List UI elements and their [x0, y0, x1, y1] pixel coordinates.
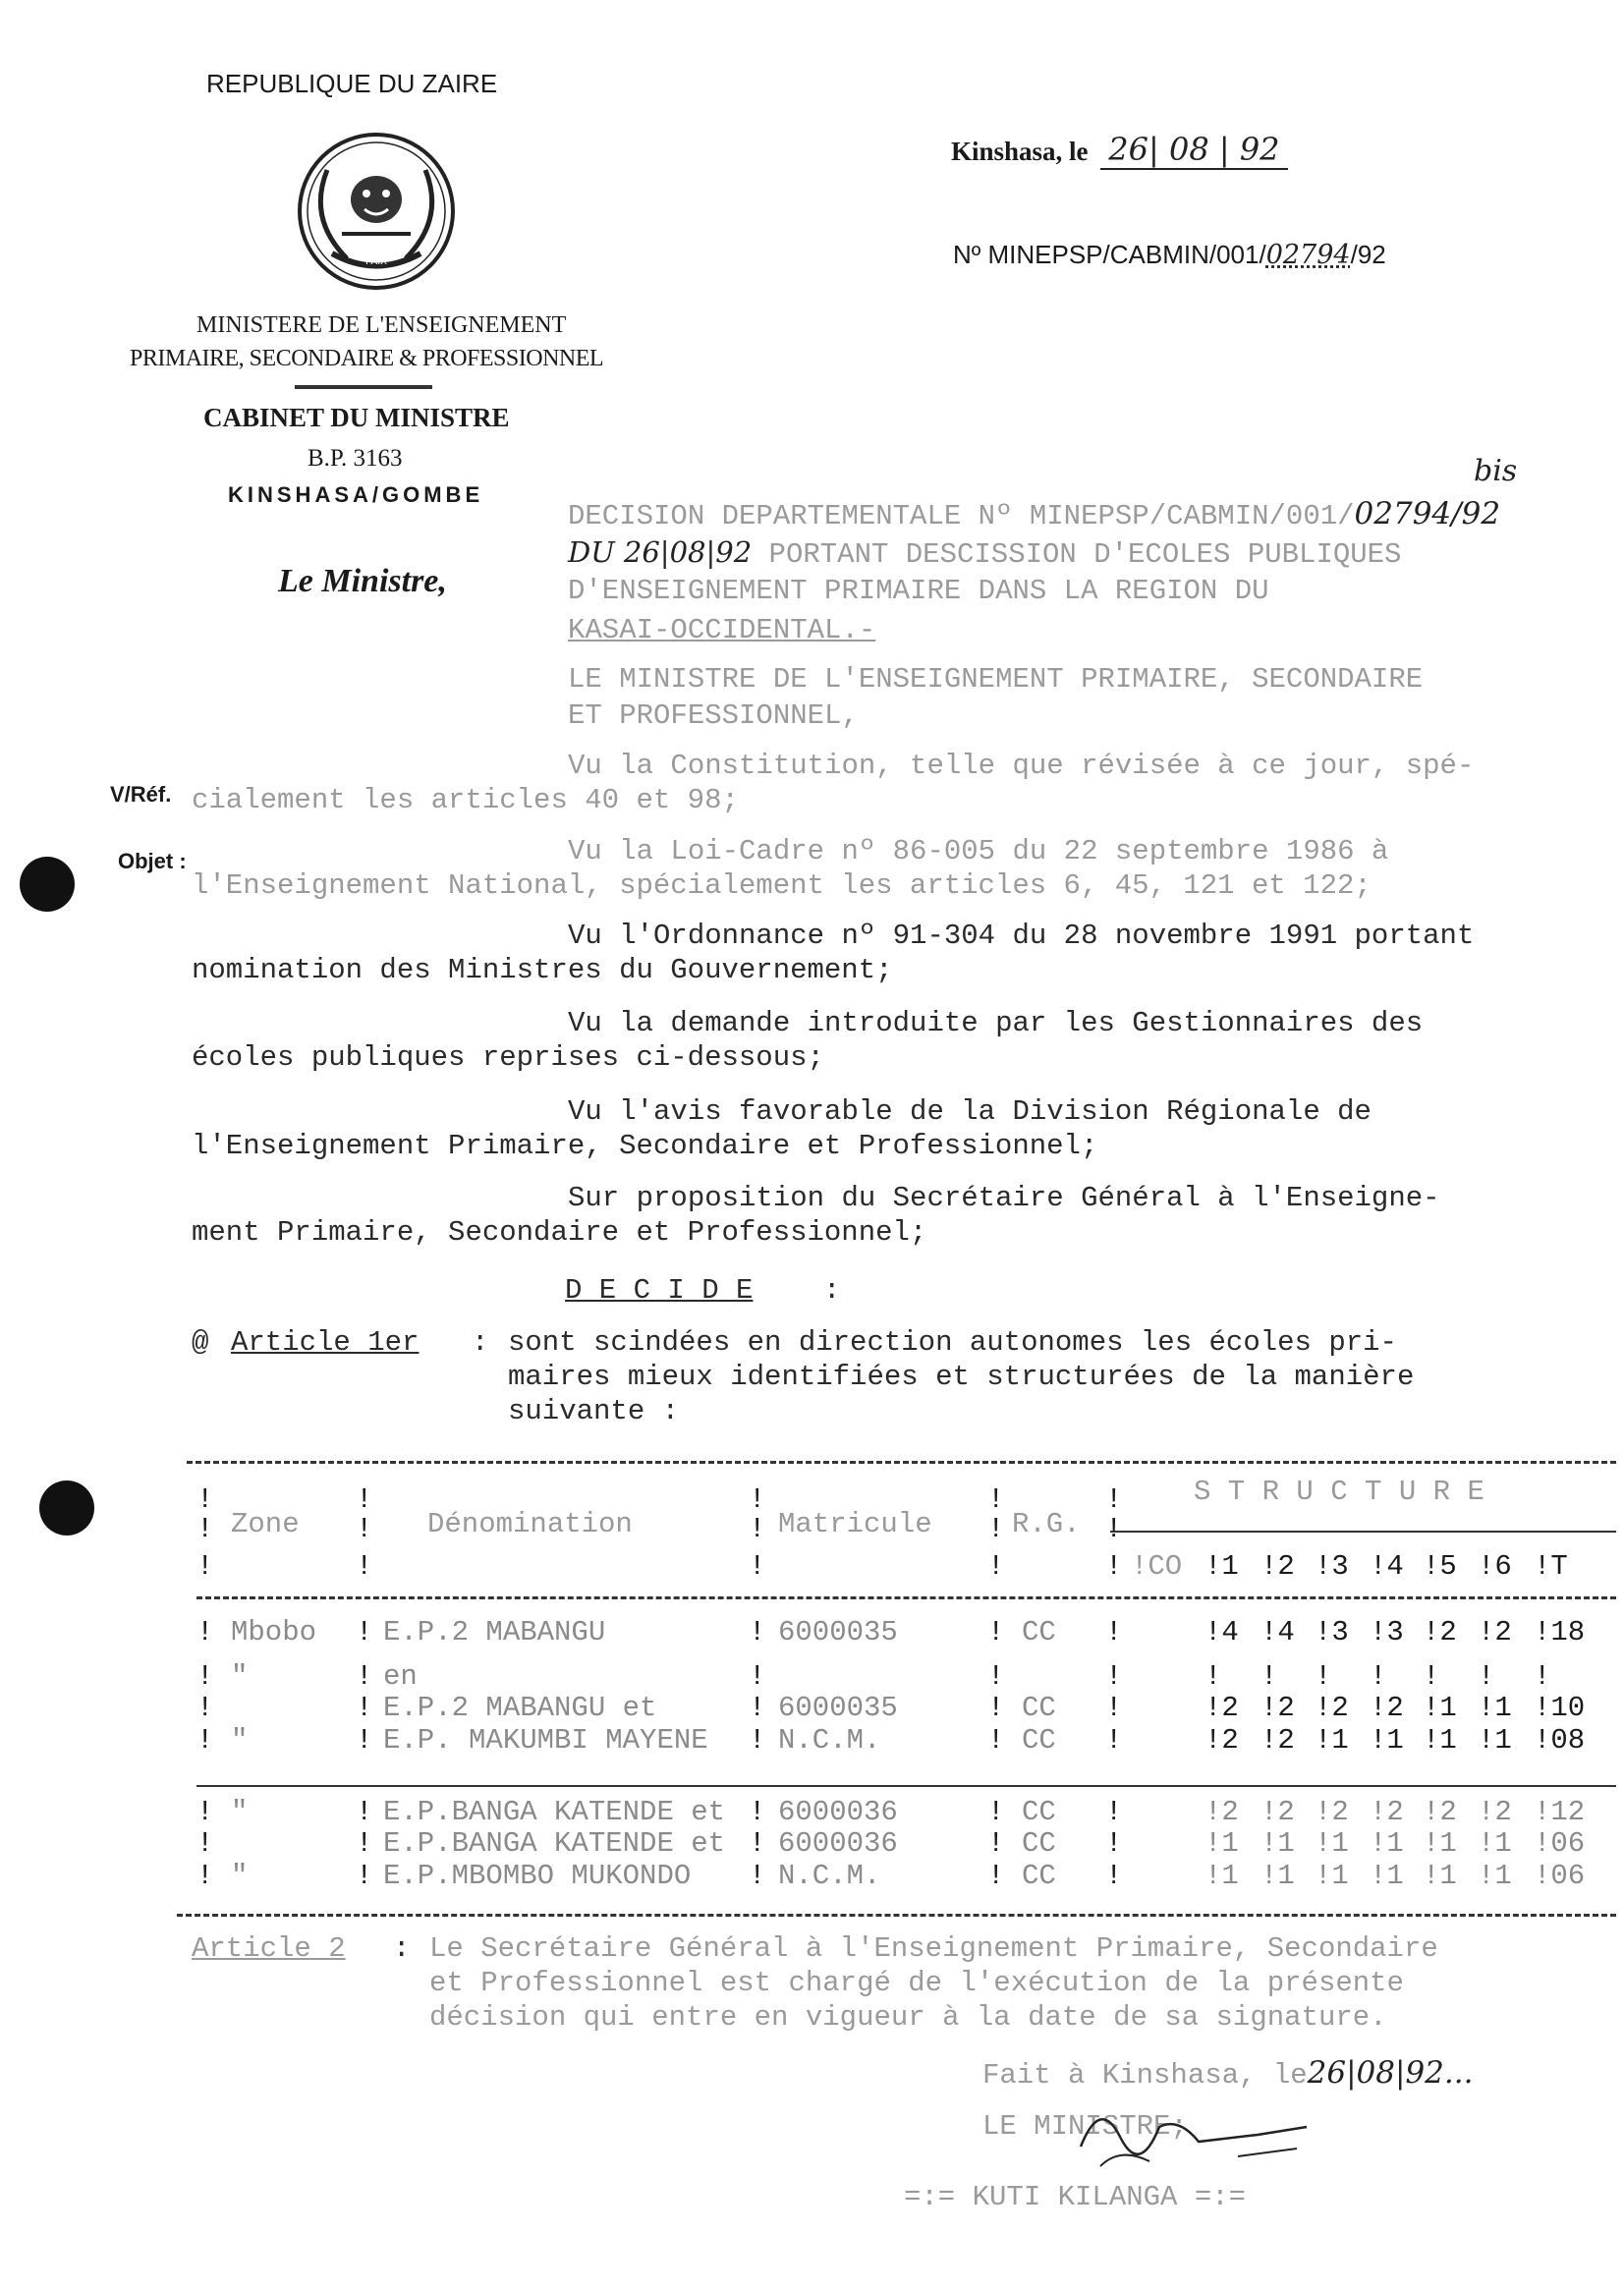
vu-ordonnance-a: Vu l'Ordonnance nº 91-304 du 28 novembre 1991 portant — [568, 920, 1475, 952]
row-structure-value: !2 — [1370, 1796, 1404, 1828]
decision-title-line4: KASAI-OCCIDENTAL.- — [568, 614, 876, 646]
row-structure-value: !2 — [1370, 1692, 1404, 1724]
header-sub-2: !2 — [1260, 1550, 1295, 1583]
header-structure: S T R U C T U R E — [1194, 1476, 1484, 1508]
row-separator: ! — [987, 1616, 1005, 1648]
row-matricule: 6000035 — [778, 1692, 898, 1724]
row-rg: CC — [1022, 1724, 1056, 1757]
row-separator: ! — [987, 1796, 1005, 1828]
row-structure-value: !2 — [1260, 1724, 1295, 1757]
row-separator: ! — [356, 1660, 373, 1693]
minister-title: Le Ministre, — [278, 563, 447, 599]
decision-title-line3: D'ENSEIGNEMENT PRIMAIRE DANS LA REGION DU — [568, 575, 1269, 607]
reference-number — [953, 240, 1386, 270]
article2-line3: décision qui entre en vigueur à la date de sa signature. — [429, 2001, 1387, 2034]
header-separator: ! — [1105, 1550, 1123, 1583]
row-structure-value: ! — [1423, 1660, 1440, 1693]
objet-label: Objet : — [118, 849, 187, 873]
vu-demande-b: écoles publiques reprises ci-dessous; — [192, 1041, 824, 1074]
row-separator: ! — [196, 1724, 214, 1757]
row-structure-value: !1 — [1260, 1860, 1295, 1892]
header-sub-T: !T — [1534, 1550, 1568, 1583]
letter-date: 26| 08 | 92 — [1100, 131, 1287, 170]
decide-heading: D E C I D E — [565, 1274, 754, 1307]
row-structure-value: !2 — [1315, 1692, 1349, 1724]
header-rg: R.G. — [1012, 1508, 1081, 1540]
seal-motto: PAIX — [364, 256, 388, 267]
header-separator: ! — [196, 1483, 214, 1516]
header-separator: ! — [749, 1483, 766, 1516]
row-structure-value: !1 — [1478, 1827, 1512, 1860]
row-structure-value: !1 — [1260, 1827, 1295, 1860]
row-structure-value: !4 — [1260, 1616, 1295, 1648]
article2-colon: : — [393, 1932, 411, 1965]
row-rg: CC — [1022, 1827, 1056, 1860]
header-sub-3: !3 — [1315, 1550, 1349, 1583]
header-denomination: Dénomination — [427, 1508, 633, 1540]
ref-number: 02794 — [1265, 240, 1351, 270]
city-line: KINSHASA/GOMBE — [228, 482, 484, 507]
ministry-line-1: MINISTERE DE L'ENSEIGNEMENT — [196, 312, 567, 338]
ref-prefix: Nº MINEPSP/CABMIN/001/ — [953, 240, 1266, 269]
header-separator: ! — [749, 1513, 766, 1545]
ministry-line-2: PRIMAIRE, SECONDAIRE & PROFESSIONNEL — [130, 346, 604, 371]
row-structure-value: !10 — [1534, 1692, 1586, 1724]
vref-label: V/Réf. — [110, 782, 172, 807]
row-structure-value: !2 — [1204, 1692, 1239, 1724]
row-structure-value: !1 — [1315, 1827, 1349, 1860]
row-separator: ! — [196, 1692, 214, 1724]
header-sub-6: !6 — [1478, 1550, 1512, 1583]
row-structure-value: !1 — [1478, 1692, 1512, 1724]
row-structure-value: !2 — [1204, 1796, 1239, 1828]
letterhead-divider — [295, 385, 432, 389]
header-structure-divider — [1110, 1531, 1616, 1533]
vu-loi-cadre-a: Vu la Loi-Cadre nº 86-005 du 22 septembre 1986 à — [568, 835, 1389, 867]
decision-title-text: DECISION DEPARTEMENTALE Nº MINEPSP/CABMIN/001/ — [568, 500, 1355, 532]
table-bottom-border — [177, 1914, 1616, 1917]
header-zone: Zone — [231, 1508, 300, 1540]
row-structure-value: !2 — [1260, 1796, 1295, 1828]
row-separator: ! — [1105, 1692, 1123, 1724]
row-structure-value: !1 — [1423, 1827, 1457, 1860]
row-structure-value: !08 — [1534, 1724, 1586, 1757]
row-matricule: N.C.M. — [778, 1724, 881, 1757]
row-separator: ! — [987, 1827, 1005, 1860]
row-separator: ! — [356, 1692, 373, 1724]
row-matricule: 6000036 — [778, 1796, 898, 1828]
row-structure-value: !1 — [1370, 1860, 1404, 1892]
row-separator: ! — [196, 1660, 214, 1693]
row-structure-value: ! — [1478, 1660, 1495, 1693]
header-separator: ! — [749, 1550, 766, 1583]
vu-ordonnance-b: nomination des Ministres du Gouvernement; — [192, 954, 893, 986]
fait-prefix: Fait à Kinshasa, le — [982, 2059, 1308, 2092]
row-structure-value: !18 — [1534, 1616, 1586, 1648]
header-sub-1: !1 — [1204, 1550, 1239, 1583]
row-separator: ! — [749, 1616, 766, 1648]
row-denomination: en — [383, 1660, 418, 1693]
row-separator: ! — [196, 1827, 214, 1860]
article1-line3: suivante : — [508, 1395, 680, 1427]
article1-label: Article 1er — [231, 1326, 420, 1359]
decision-number: 02794/92 — [1354, 496, 1501, 531]
row-structure-value: !06 — [1534, 1827, 1586, 1860]
row-denomination: E.P.MBOMBO MUKONDO — [383, 1860, 692, 1892]
postal-box: B.P. 3163 — [308, 445, 403, 472]
row-denomination: E.P.BANGA KATENDE et — [383, 1827, 726, 1860]
vu-avis-b: l'Enseignement Primaire, Secondaire et Professionnel; — [192, 1130, 1098, 1162]
vu-avis-a: Vu l'avis favorable de la Division Régionale de — [568, 1095, 1372, 1128]
row-structure-value: !1 — [1423, 1724, 1457, 1757]
row-separator: ! — [987, 1692, 1005, 1724]
row-zone: " — [231, 1796, 249, 1828]
sur-proposition-b: ment Primaire, Secondaire et Professionnel; — [192, 1216, 927, 1249]
table-group-divider — [196, 1785, 1616, 1787]
cabinet-title: CABINET DU MINISTRE — [203, 403, 510, 432]
row-denomination: E.P.2 MABANGU et — [383, 1692, 657, 1724]
article2-label: Article 2 — [192, 1932, 346, 1965]
fait-a-line — [982, 2055, 1473, 2092]
row-separator: ! — [749, 1796, 766, 1828]
article1-mark: @ — [192, 1326, 209, 1359]
row-structure-value: !1 — [1370, 1724, 1404, 1757]
header-matricule: Matricule — [778, 1508, 932, 1540]
header-sub-CO: !CO — [1131, 1550, 1183, 1583]
sur-proposition-a: Sur proposition du Secrétaire Général à l'Enseigne- — [568, 1182, 1440, 1214]
row-structure-value: !3 — [1370, 1616, 1404, 1648]
row-structure-value: !1 — [1423, 1860, 1457, 1892]
row-separator: ! — [356, 1616, 373, 1648]
row-structure-value: !4 — [1204, 1616, 1239, 1648]
row-structure-value: !2 — [1423, 1796, 1457, 1828]
decision-date: DU 26|08|92 — [568, 535, 753, 569]
decision-title-line2 — [568, 535, 1401, 571]
row-separator: ! — [987, 1860, 1005, 1892]
row-structure-value: !1 — [1478, 1724, 1512, 1757]
article1-colon: : — [472, 1326, 489, 1359]
signature-scribble — [1061, 2088, 1316, 2176]
row-structure-value: !3 — [1315, 1616, 1349, 1648]
row-separator: ! — [1105, 1616, 1123, 1648]
row-structure-value: !1 — [1204, 1860, 1239, 1892]
header-bottom-border — [196, 1596, 1616, 1599]
row-separator: ! — [356, 1860, 373, 1892]
header-separator: ! — [196, 1513, 214, 1545]
row-separator: ! — [196, 1860, 214, 1892]
header-separator: ! — [356, 1513, 373, 1545]
row-separator: ! — [1105, 1796, 1123, 1828]
header-separator: ! — [196, 1550, 214, 1583]
row-separator: ! — [749, 1692, 766, 1724]
row-denomination: E.P.2 MABANGU — [383, 1616, 606, 1648]
row-rg: CC — [1022, 1692, 1056, 1724]
row-structure-value: !1 — [1315, 1860, 1349, 1892]
row-separator: ! — [356, 1796, 373, 1828]
header-separator: ! — [987, 1550, 1005, 1583]
vu-constitution-a: Vu la Constitution, telle que révisée à ce jour, spé- — [568, 750, 1475, 782]
header-sub-5: !5 — [1423, 1550, 1457, 1583]
row-structure-value: !1 — [1370, 1827, 1404, 1860]
row-separator: ! — [196, 1616, 214, 1648]
header-separator: ! — [1105, 1483, 1123, 1516]
row-zone: " — [231, 1724, 249, 1757]
header-separator: ! — [1105, 1513, 1123, 1545]
row-structure-value: !2 — [1478, 1796, 1512, 1828]
header-separator: ! — [987, 1483, 1005, 1516]
row-structure-value: !06 — [1534, 1860, 1586, 1892]
signatory-name: =:= KUTI KILANGA =:= — [904, 2181, 1247, 2213]
header-sub-4: !4 — [1370, 1550, 1404, 1583]
row-structure-value: !12 — [1534, 1796, 1586, 1828]
decision-title-line1 — [568, 496, 1500, 532]
row-zone: " — [231, 1660, 249, 1693]
row-matricule: 6000036 — [778, 1827, 898, 1860]
row-structure-value: !2 — [1260, 1692, 1295, 1724]
place-prefix: Kinshasa, le — [951, 137, 1089, 166]
row-matricule: N.C.M. — [778, 1860, 881, 1892]
punch-hole-top — [20, 857, 75, 912]
row-structure-value: !2 — [1204, 1724, 1239, 1757]
row-separator: ! — [987, 1724, 1005, 1757]
header-separator: ! — [987, 1513, 1005, 1545]
article2-line2: et Professionnel est chargé de l'exécution de la présente — [429, 1967, 1404, 1999]
header-separator: ! — [356, 1483, 373, 1516]
article1-line2: maires mieux identifiées et structurées de la manière — [508, 1361, 1415, 1393]
row-structure-value: !1 — [1478, 1860, 1512, 1892]
row-separator: ! — [356, 1827, 373, 1860]
row-separator: ! — [356, 1724, 373, 1757]
row-separator: ! — [1105, 1860, 1123, 1892]
row-separator: ! — [1105, 1724, 1123, 1757]
row-zone: Mbobo — [231, 1616, 317, 1648]
row-structure-value: ! — [1260, 1660, 1278, 1693]
row-structure-value: ! — [1534, 1660, 1551, 1693]
place-date — [951, 131, 1288, 168]
coat-of-arms-seal — [288, 131, 465, 293]
country-name: REPUBLIQUE DU ZAIRE — [206, 69, 498, 98]
row-separator: ! — [749, 1827, 766, 1860]
fait-date: 26|08|92... — [1307, 2055, 1474, 2091]
row-structure-value: !2 — [1315, 1796, 1349, 1828]
decision-title-rest: PORTANT DESCISSION D'ECOLES PUBLIQUES — [752, 538, 1402, 571]
table-top-border — [187, 1461, 1616, 1464]
row-rg: CC — [1022, 1616, 1056, 1648]
row-separator: ! — [1105, 1660, 1123, 1693]
row-separator: ! — [1105, 1827, 1123, 1860]
bis-annotation: bis — [1474, 454, 1518, 488]
row-separator: ! — [749, 1860, 766, 1892]
vu-constitution-b: cialement les articles 40 et 98; — [192, 784, 739, 816]
row-separator: ! — [987, 1660, 1005, 1693]
row-separator: ! — [749, 1660, 766, 1693]
row-structure-value: ! — [1370, 1660, 1387, 1693]
vu-demande-a: Vu la demande introduite par les Gestionnaires des — [568, 1007, 1424, 1039]
row-rg: CC — [1022, 1796, 1056, 1828]
row-structure-value: !1 — [1204, 1827, 1239, 1860]
row-structure-value: ! — [1204, 1660, 1222, 1693]
row-denomination: E.P.BANGA KATENDE et — [383, 1796, 726, 1828]
row-denomination: E.P. MAKUMBI MAYENE — [383, 1724, 708, 1757]
ref-suffix: /92 — [1350, 240, 1386, 269]
row-zone: " — [231, 1860, 249, 1892]
row-separator: ! — [749, 1724, 766, 1757]
minister-line-1: LE MINISTRE DE L'ENSEIGNEMENT PRIMAIRE, SECONDAIRE — [568, 663, 1424, 696]
row-rg: CC — [1022, 1860, 1056, 1892]
article1-line1: sont scindées en direction autonomes les écoles pri- — [508, 1326, 1397, 1359]
row-structure-value: !1 — [1423, 1692, 1457, 1724]
article2-line1: Le Secrétaire Général à l'Enseignement Primaire, Secondaire — [429, 1932, 1438, 1965]
vu-loi-cadre-b: l'Enseignement National, spécialement les articles 6, 45, 121 et 122; — [192, 869, 1372, 902]
row-structure-value: !1 — [1315, 1724, 1349, 1757]
row-separator: ! — [196, 1796, 214, 1828]
punch-hole-bottom — [39, 1480, 94, 1536]
decide-colon: : — [823, 1274, 841, 1307]
header-separator: ! — [356, 1550, 373, 1583]
row-structure-value: !2 — [1423, 1616, 1457, 1648]
minister-line-2: ET PROFESSIONNEL, — [568, 699, 859, 732]
row-matricule: 6000035 — [778, 1616, 898, 1648]
row-structure-value: ! — [1315, 1660, 1332, 1693]
row-structure-value: !2 — [1478, 1616, 1512, 1648]
le-ministre-closing: LE MINISTRE; — [982, 2110, 1188, 2143]
